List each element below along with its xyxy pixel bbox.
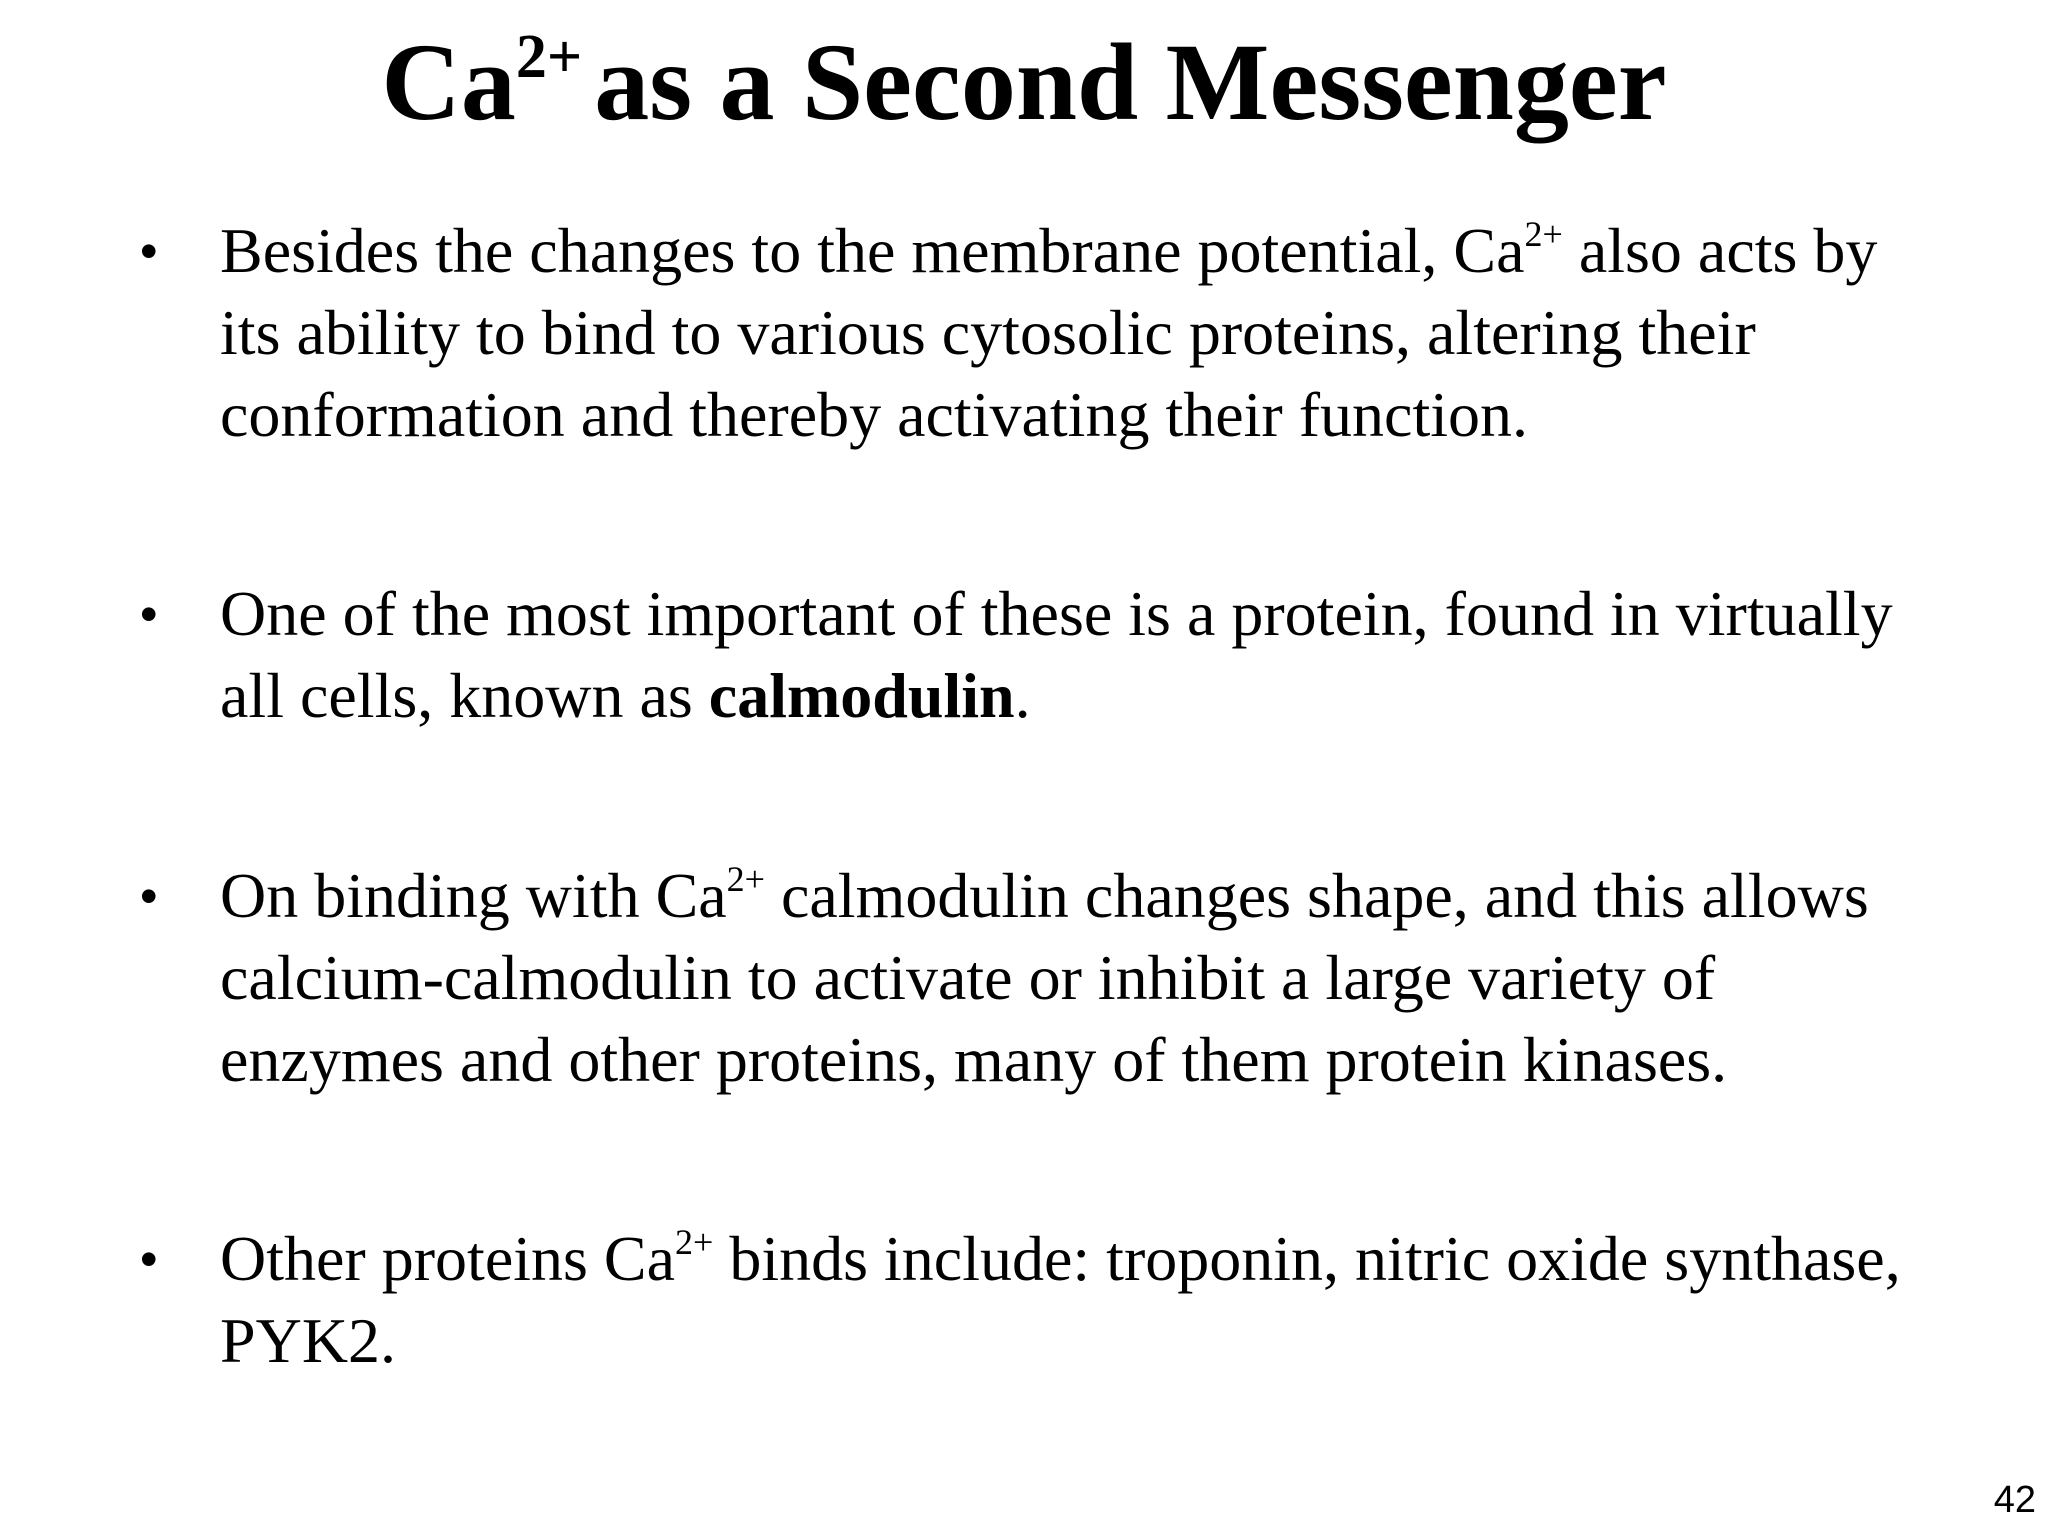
bullet-dot: • [140, 868, 158, 924]
bullet-3-line-3: enzymes and other proteins, many of them protein kinases. [220, 1024, 1728, 1095]
bullet-4-line-2: PYK2. [220, 1305, 397, 1376]
bullet-4-superscript: 2+ [675, 1222, 714, 1262]
bullet-4-text-b: binds include: troponin, nitric oxide synthase, [713, 1223, 1901, 1294]
bullet-4-line-1 [220, 1218, 2030, 1300]
bullet-2-bold-term: calmodulin [708, 660, 1015, 731]
bullet-text-4 [220, 1218, 2030, 1382]
bullet-3-text-b: calmodulin changes shape, and this allows [764, 860, 1869, 931]
title-superscript: 2+ [515, 23, 583, 91]
bullet-text-2 [220, 573, 2030, 737]
title-suffix: as a Second Messenger [594, 21, 1667, 143]
bullet-dot: • [140, 586, 158, 642]
bullet-2-line-2 [220, 655, 2030, 737]
title-prefix: Ca [381, 21, 516, 143]
bullet-3-text-a: On binding with Ca [220, 860, 727, 931]
bullet-3-superscript: 2+ [726, 859, 765, 899]
bullet-dot: • [140, 223, 158, 279]
bullet-1-line-1 [220, 210, 2030, 292]
bullet-1-line-2: its ability to bind to various cytosolic proteins, altering their [220, 297, 1756, 368]
bullet-text-3 [220, 855, 2030, 1101]
bullet-2-text-b: . [1014, 660, 1031, 731]
bullet-dot: • [140, 1231, 158, 1287]
bullet-text-1 [220, 210, 2030, 456]
bullet-3-line-1 [220, 855, 2030, 937]
bullet-2-line-1: One of the most important of these is a protein, found in virtually [220, 578, 1893, 649]
page-number: 42 [1993, 1479, 2036, 1521]
bullet-1-superscript: 2+ [1524, 214, 1563, 254]
bullet-3-line-2: calcium-calmodulin to activate or inhibit a large variety of [220, 942, 1716, 1013]
bullet-1-text-b: also acts by [1562, 215, 1878, 286]
bullet-4-text-a: Other proteins Ca [220, 1223, 675, 1294]
bullet-1-text-a: Besides the changes to the membrane potential, Ca [220, 215, 1525, 286]
bullet-1-line-3: conformation and thereby activating their function. [220, 379, 1528, 450]
bullet-2-text-a: all cells, known as [220, 660, 709, 731]
